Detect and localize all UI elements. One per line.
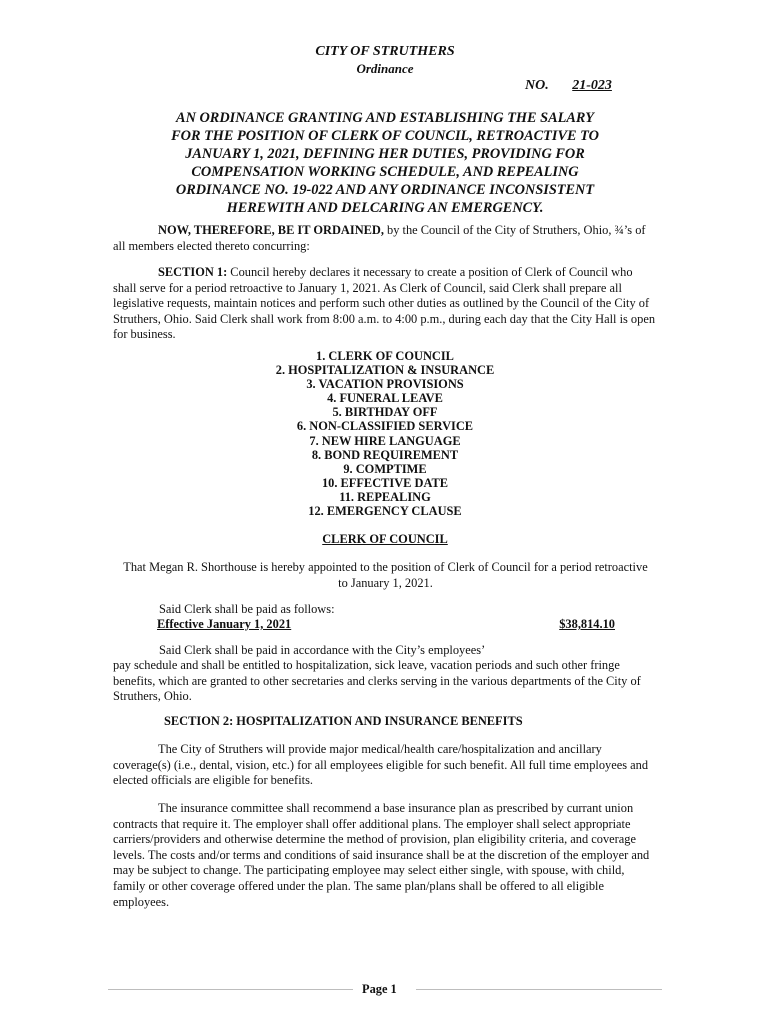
ordinance-number-label: NO. <box>525 78 549 93</box>
pay-row <box>157 617 615 632</box>
ordinance-number <box>525 78 632 94</box>
title-line: COMPENSATION WORKING SCHEDULE, AND REPEALING <box>191 164 579 180</box>
pay-intro: Said Clerk shall be paid as follows: <box>159 602 335 616</box>
title-line: AN ORDINANCE GRANTING AND ESTABLISHING THE SALARY <box>176 110 594 126</box>
pay-amount: $38,814.10 <box>559 617 615 631</box>
preamble-text: by the Council of the City of Struthers, Ohio, ¾’s of all members elected thereto concurring: <box>113 223 646 253</box>
list-item: 5. BIRTHDAY OFF <box>332 405 438 420</box>
section-list <box>0 349 770 518</box>
section2-paragraph-2: The insurance committee shall recommend a base insurance plan as prescribed by currant union contracts that require it. The employer shall offer additional plans. The employer shall select appropriate carriers/providers and otherwise determine the method of provision, plan eligibility criteria, and coverage levels. The costs and/or terms and conditions of said insurance shall be at the discretion of the employer and may be subject to change. The participating employee may select either single, with spouse, with child, family or other coverage offered under the plan. The same plan/plans shall be offered to all eligible employees. <box>113 801 650 909</box>
list-item: 8. BOND REQUIREMENT <box>311 447 459 462</box>
title-line: JANUARY 1, 2021, DEFINING HER DUTIES, PROVIDING FOR <box>185 146 585 162</box>
list-item: 10. EFFECTIVE DATE <box>321 475 449 490</box>
list-item: 6. NON-CLASSIFIED SERVICE <box>296 419 474 434</box>
list-item: 2. HOSPITALIZATION & INSURANCE <box>275 363 495 378</box>
list-item: 3. VACATION PROVISIONS <box>306 377 464 392</box>
page-number: Page 1 <box>362 982 397 996</box>
section1-lead: SECTION 1: <box>158 265 228 279</box>
document-type: Ordinance <box>356 61 414 76</box>
pay-effective-date: Effective January 1, 2021 <box>157 617 292 631</box>
footer-rule-right <box>416 989 662 990</box>
pay-schedule-first-line: Said Clerk shall be paid in accordance with the City’s employees’ <box>159 643 486 657</box>
section1-paragraph <box>113 265 658 343</box>
preamble-paragraph <box>113 223 658 254</box>
section2-paragraph-1: The City of Struthers will provide major medical/health care/hospitalization and ancillary coverage(s) (i.e., dental, vision, etc.) for all employees eligible for such benefit. All full time employees and elected officials are eligible for benefits. <box>113 742 649 788</box>
list-item: 12. EMERGENCY CLAUSE <box>308 504 462 519</box>
list-item: 9. COMPTIME <box>343 461 427 476</box>
section2-heading: SECTION 2: HOSPITALIZATION AND INSURANCE BENEFITS <box>164 714 523 728</box>
list-item: 7. NEW HIRE LANGUAGE <box>309 433 461 448</box>
ordinance-number-value: 21-023 <box>572 78 612 93</box>
clerk-heading: CLERK OF COUNCIL <box>322 532 448 546</box>
title-line: HEREWITH AND DELCARING AN EMERGENCY. <box>226 200 544 216</box>
section1-text: Council hereby declares it necessary to create a position of Clerk of Council who shall serve for a period retroactive to January 1, 2021. As Clerk of Council, said Clerk shall prepare all legislative requests, maintain notices and perform such other duties as outlined by the Council of the City of Struthers, Ohio. Said Clerk shall work from 8:00 a.m. to 4:00 p.m., during each day that the City Hall is open for business. <box>113 265 656 342</box>
preamble-lead: NOW, THEREFORE, BE IT ORDAINED, <box>158 223 384 237</box>
footer-rule-left <box>108 989 353 990</box>
list-item: 11. REPEALING <box>339 489 431 504</box>
list-item: 4. FUNERAL LEAVE <box>327 391 443 406</box>
title-line: FOR THE POSITION OF CLERK OF COUNCIL, RETROACTIVE TO <box>171 128 599 144</box>
city-title: CITY OF STRUTHERS <box>315 44 455 59</box>
title-line: ORDINANCE NO. 19-022 AND ANY ORDINANCE INCONSISTENT <box>175 182 595 198</box>
appointment-paragraph: That Megan R. Shorthouse is hereby appointed to the position of Clerk of Council for a period retroactive to January 1, 2021. <box>123 560 648 590</box>
list-item: 1. CLERK OF COUNCIL <box>316 349 454 363</box>
ordinance-title <box>0 109 770 217</box>
pay-schedule-paragraph: pay schedule and shall be entitled to hospitalization, sick leave, vacation periods and such other fringe benefits, which are granted to other secretaries and clerks serving in the various departments of the City of Struthers, Ohio. <box>113 658 641 704</box>
